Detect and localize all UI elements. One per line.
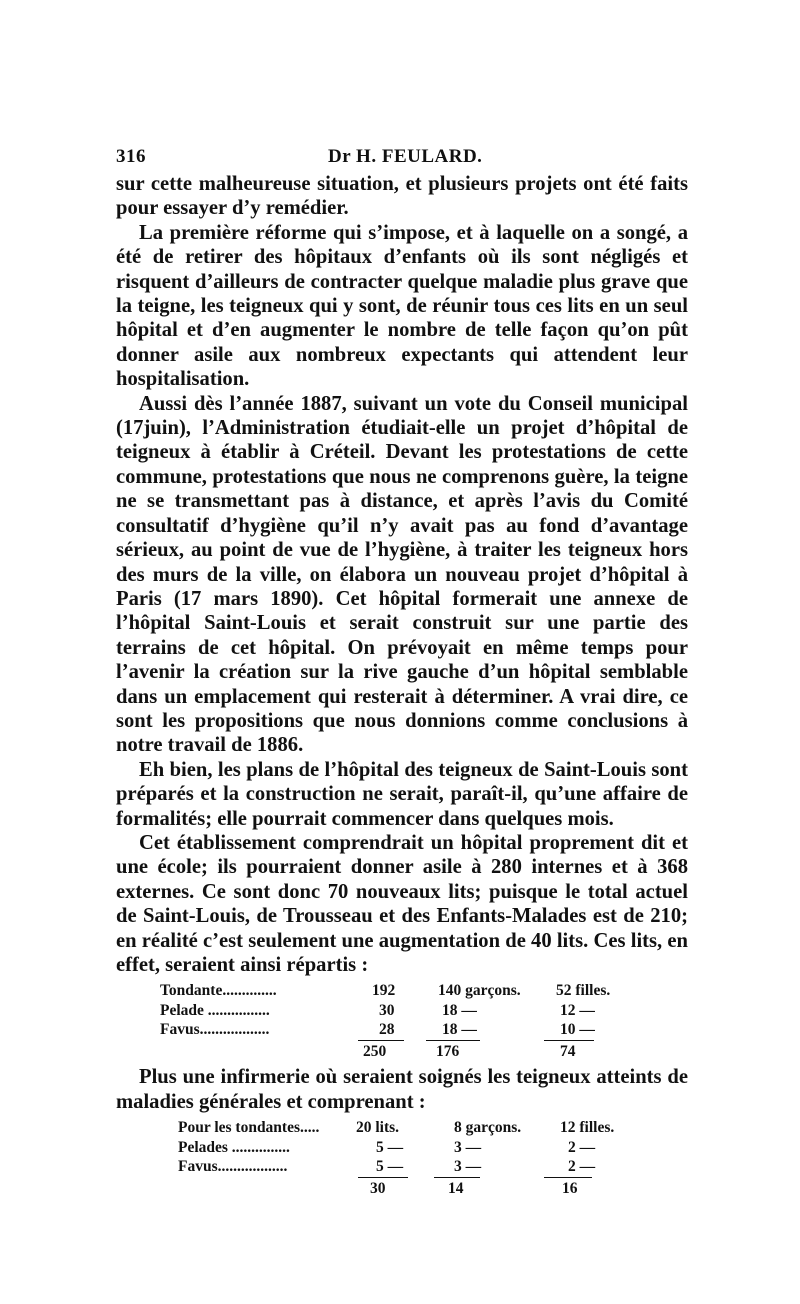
girls-cell: 2 — (568, 1158, 596, 1176)
running-header (116, 146, 688, 172)
page-number: 316 (116, 146, 146, 167)
infirmary-table (178, 1118, 688, 1196)
table-row (160, 1001, 688, 1021)
row-label: Favus.................. (178, 1158, 288, 1176)
boys-sum: 176 (436, 1042, 460, 1060)
boys-cell: 18 — (442, 1001, 477, 1019)
page-body (116, 172, 688, 977)
page-body-continued (116, 1065, 688, 1114)
total-cell: 192 (372, 982, 396, 1000)
table-row (178, 1118, 688, 1138)
paragraph: Aussi dès l’année 1887, suivant un vote du Conseil municipal (17juin), l’Administration étudiait-elle un projet d’hôpital de teigneux à établir à Créteil. Devant les protestations de cette commune, protestations que nous ne comprenons guère, la teigne ne se transmettant pas à distance, et après l’avis du Comité consultatif d’hygiène qu’il n’y avait pas au fond d’avantage sérieux, au point de vue de l’hygiène, à traiter les teigneux hors des murs de la ville, on élabora un nouveau projet d’hôpital à Paris (17 mars 1890). Cet hôpital formerait une annexe de l’hôpital Saint-Louis et serait construit sur une partie des terrains de cet hôpital. On prévoyait en même temps pour l’avenir la création sur la rive gauche d’un hôpital semblable dans un emplacement qui resterait à déterminer. A vrai dire, ce sont les propositions que nous donnions comme conclusions à notre travail de 1886. (116, 392, 688, 757)
paragraph: Plus une infirmerie où seraient soignés les teigneux atteints de maladies générales et comprenant : (116, 1066, 688, 1113)
girls-sum: 74 (560, 1042, 576, 1060)
total-cell: 5 — (376, 1138, 404, 1156)
row-label: Favus.................. (160, 1021, 270, 1039)
sum-rule (544, 1177, 592, 1178)
girls-cell: 2 — (568, 1138, 596, 1156)
boys-cell: 8 garçons. (454, 1119, 522, 1137)
paragraph: Cet établissement comprendrait un hôpital proprement dit et une école; ils pourraient donner asile à 280 internes et à 368 externes. Ce sont donc 70 nouveaux lits; puisque le total actuel de Saint-Louis, de Trousseau et des Enfants-Malades est de 210; en réalité c’est seulement une augmentation de 40 lits. Ces lits, en effet, seraient ainsi répartis : (116, 831, 688, 976)
table-row (178, 1157, 688, 1177)
sum-rule (358, 1177, 408, 1178)
sum-rule (426, 1040, 480, 1041)
paragraph: La première réforme qui s’impose, et à laquelle on a songé, a été de retirer des hôpitaux d’enfants où ils sont négligés et risquent d’ailleurs de contracter quelque maladie plus grave que la teigne, les teigneux qui y sont, de réunir tous ces lits en un seul hôpital et d’en augmenter le nombre de telle façon qu’on pût donner asile aux nombreux expectants qui attendent leur hospitalisation. (116, 221, 688, 391)
table-row (160, 981, 688, 1001)
row-label: Tondante.............. (160, 982, 277, 1000)
table-row (160, 1020, 688, 1040)
totals-row (160, 1040, 688, 1060)
row-label: Pelade ................ (160, 1001, 270, 1019)
girls-cell: 12 filles. (560, 1119, 615, 1137)
row-label: Pour les tondantes..... (178, 1119, 320, 1137)
girls-cell: 52 filles. (556, 982, 611, 1000)
beds-table (160, 981, 688, 1059)
boys-cell: 3 — (454, 1138, 482, 1156)
table-row (178, 1138, 688, 1158)
book-page (116, 146, 688, 1198)
total-cell: 30 (379, 1001, 395, 1019)
total-cell: 28 (379, 1021, 395, 1039)
paragraph: sur cette malheureuse situation, et plusieurs projets ont été faits pour essayer d’y remédier. (116, 173, 688, 220)
total-cell: 5 — (376, 1158, 404, 1176)
boys-cell: 140 garçons. (438, 982, 521, 1000)
sum-rule (544, 1040, 594, 1041)
girls-cell: 10 — (560, 1021, 595, 1039)
boys-cell: 3 — (454, 1158, 482, 1176)
paragraph: Eh bien, les plans de l’hôpital des teigneux de Saint-Louis sont préparés et la construction ne serait, paraît-il, qu’une affaire de formalités; elle pourrait commencer dans quelques mois. (116, 758, 688, 830)
running-title: Dr H. FEULARD. (328, 146, 483, 167)
sum-rule (358, 1040, 404, 1041)
girls-cell: 12 — (560, 1001, 595, 1019)
total-cell: 20 lits. (356, 1119, 400, 1137)
total-sum: 250 (363, 1042, 387, 1060)
boys-sum: 14 (448, 1179, 464, 1197)
totals-row (178, 1177, 688, 1197)
boys-cell: 18 — (442, 1021, 477, 1039)
girls-sum: 16 (562, 1179, 578, 1197)
row-label: Pelades ............... (178, 1138, 290, 1156)
sum-rule (434, 1177, 480, 1178)
total-sum: 30 (370, 1179, 386, 1197)
